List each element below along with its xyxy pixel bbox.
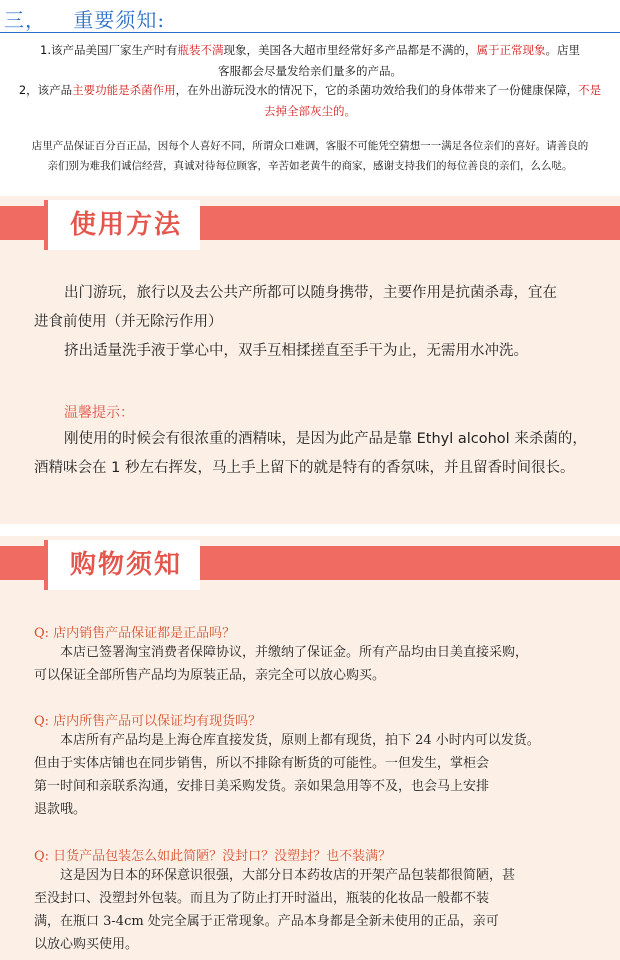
notice-item-1: 1.该产品美国厂家生产时有瓶装不满现象，美国各大超市里经常好多产品都是不满的，属于正常现象。店里 客服都会尽量发给亲们量多的产品。 — [40, 43, 580, 78]
section-title-notice — [4, 4, 165, 33]
section-number: 三， — [4, 8, 46, 32]
shop-statement: 店里产品保证百分百正品，因每个人喜好不同，所谓众口难调，客服不可能凭空猜想一一满足各位亲们的喜好。请善良的 亲们别为难我们诚信经营，真诚对待每位顾客，辛苦如老黄牛的商家，感谢支持我们的每位善良的亲们，么么哒。 — [31, 140, 589, 172]
shopping-header-bar — [0, 546, 620, 580]
tip-heading: 温馨提示： — [64, 405, 134, 421]
notice-item-2: 2，该产品主要功能是杀菌作用，在外出游玩没水的情况下，它的杀菌功效给我们的身体带来了一份健康保障，不是 去掉全部灰尘的。 — [18, 83, 602, 118]
shopping-header-label: 购物须知 — [44, 540, 200, 590]
usage-header-label: 使用方法 — [44, 200, 200, 250]
faq-question-3: Q: 日货产品包装怎么如此简陋？没封口？没塑封？也不装满？ — [34, 849, 392, 864]
faq-answer-3: 这是因为日本的环保意识很强，大部分日本药妆店的开架产品包装都很简陋，甚 至没封口、没塑封外包装。而且为了防止打开时溢出，瓶装的化妆品一般都不装 满，在瓶口 3-4cm 处完全属于正常现象。产品本身都是全新未使用的正品，亲可 以放心购买使用。 — [34, 868, 516, 952]
faq-question-1: Q: 店内销售产品保证都是正品吗？ — [34, 626, 236, 641]
section-divider — [0, 32, 620, 33]
usage-header-bar — [0, 206, 620, 240]
faq-answer-1: 本店已签署淘宝消费者保障协议，并缴纳了保证金。所有产品均由日美直接采购， 可以保证全部所售产品均为原装正品，亲完全可以放心购买。 — [34, 645, 529, 683]
faq-answer-2: 本店所有产品均是上海仓库直接发货，原则上都有现货，拍下 24 小时内可以发货。 但由于实体店铺也在同步销售，所以不排除有断货的可能性。一但发生，掌柜会 第一时间和亲联系沟通，安排日美采购发货。亲如果急用等不及，也会马上安排 退款哦。 — [34, 733, 540, 817]
faq-question-2: Q: 店内所售产品可以保证均有现货吗？ — [34, 714, 262, 729]
usage-text: 出门游玩，旅行以及去公共产所都可以随身携带，主要作用是抗菌杀毒，宜在 进食前使用（并无除污作用） 挤出适量洗手液于掌心中，双手互相揉搓直至手干为止，无需用水冲洗。 — [34, 285, 557, 359]
section-heading: 重要须知: — [73, 8, 166, 32]
tip-text: 刚使用的时候会有很浓重的酒精味，是因为此产品是靠 Ethyl alcohol 来杀菌的， 酒精味会在 1 秒左右挥发，马上手上留下的就是特有的香氛味，并且留香时间很长。 — [34, 431, 587, 476]
